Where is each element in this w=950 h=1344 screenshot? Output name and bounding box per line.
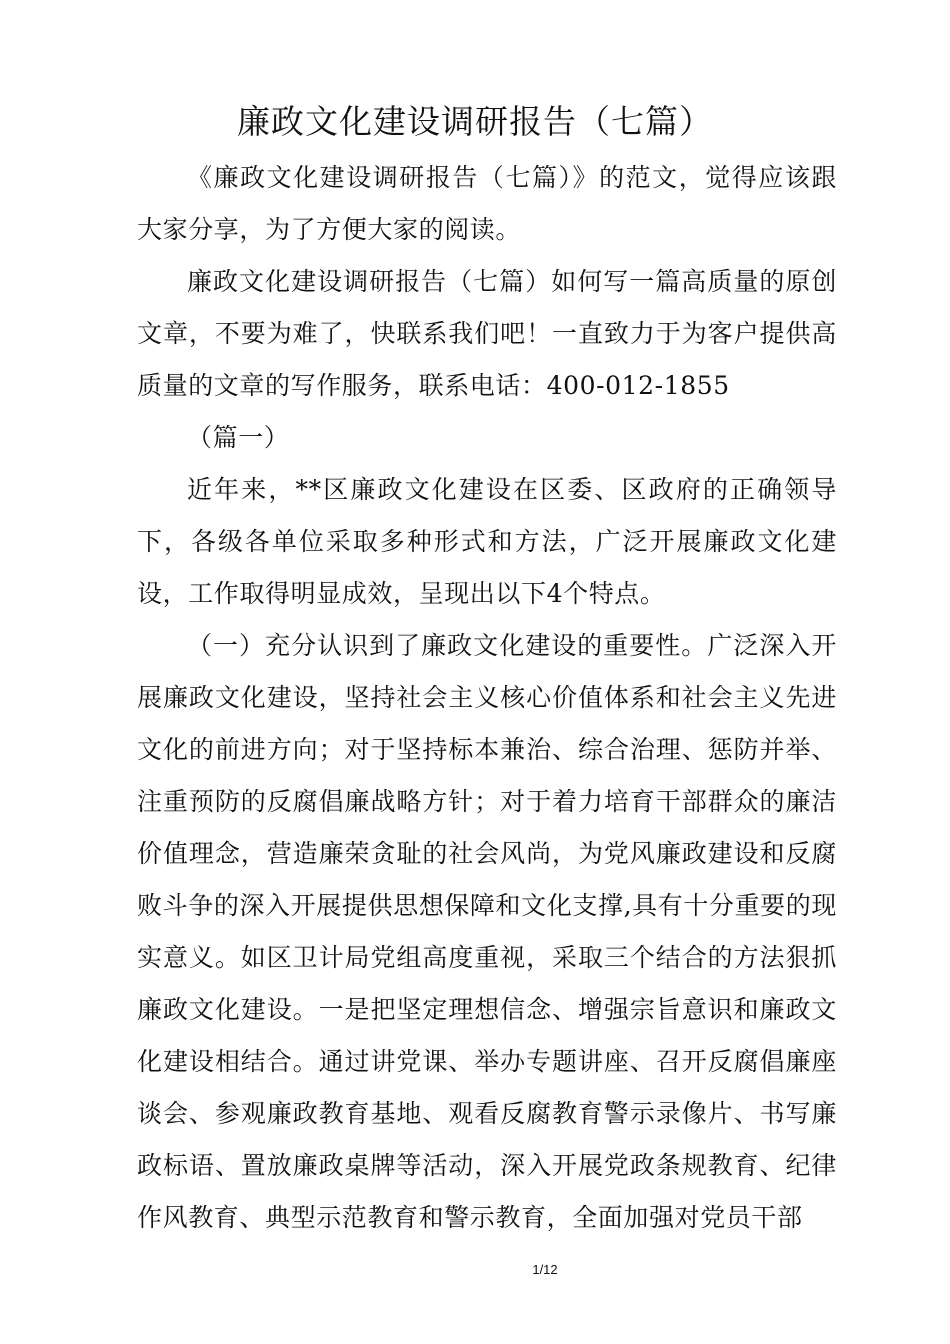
page-number: 1/12: [532, 1262, 558, 1277]
intro-paragraph: 《廉政文化建设调研报告（七篇）》的范文，觉得应该跟大家分享，为了方便大家的阅读。: [137, 163, 837, 244]
body-paragraph: 近年来，**区廉政文化建设在区委、区政府的正确领导下，各级各单位采取多种形式和方法，广泛开展廉政文化建设，工作取得明显成效，呈现出以下4个特点。: [137, 475, 837, 608]
document-title: 廉政文化建设调研报告（七篇）: [237, 102, 713, 141]
body-paragraph: （一）充分认识到了廉政文化建设的重要性。广泛深入开展廉政文化建设，坚持社会主义核心价值体系和社会主义先进文化的前进方向；对于坚持标本兼治、综合治理、惩防并举、注重预防的反腐倡廉战略方针；对于着力培育干部群众的廉洁价值理念，营造廉荣贪耻的社会风尚，为党风廉政建设和反腐败斗争的深入开展提供思想保障和文化支撑,具有十分重要的现实意义。如区卫计局党组高度重视，采取三个结合的方法狠抓廉政文化建设。一是把坚定理想信念、增强宗旨意识和廉政文化建设相结合。通过讲党课、举办专题讲座、召开反腐倡廉座谈会、参观廉政教育基地、观看反腐教育警示录像片、书写廉政标语、置放廉政桌牌等活动，深入开展党政条规教育、纪律作风教育、典型示范教育和警示教育，全面加强对党员干部: [137, 631, 837, 1232]
service-paragraph: 廉政文化建设调研报告（七篇）如何写一篇高质量的原创文章，不要为难了，快联系我们吧！一直致力于为客户提供高质量的文章的写作服务，联系电话：400-012-1855: [137, 267, 837, 400]
section-heading: （篇一）: [187, 423, 290, 452]
document-body: [137, 152, 837, 1244]
